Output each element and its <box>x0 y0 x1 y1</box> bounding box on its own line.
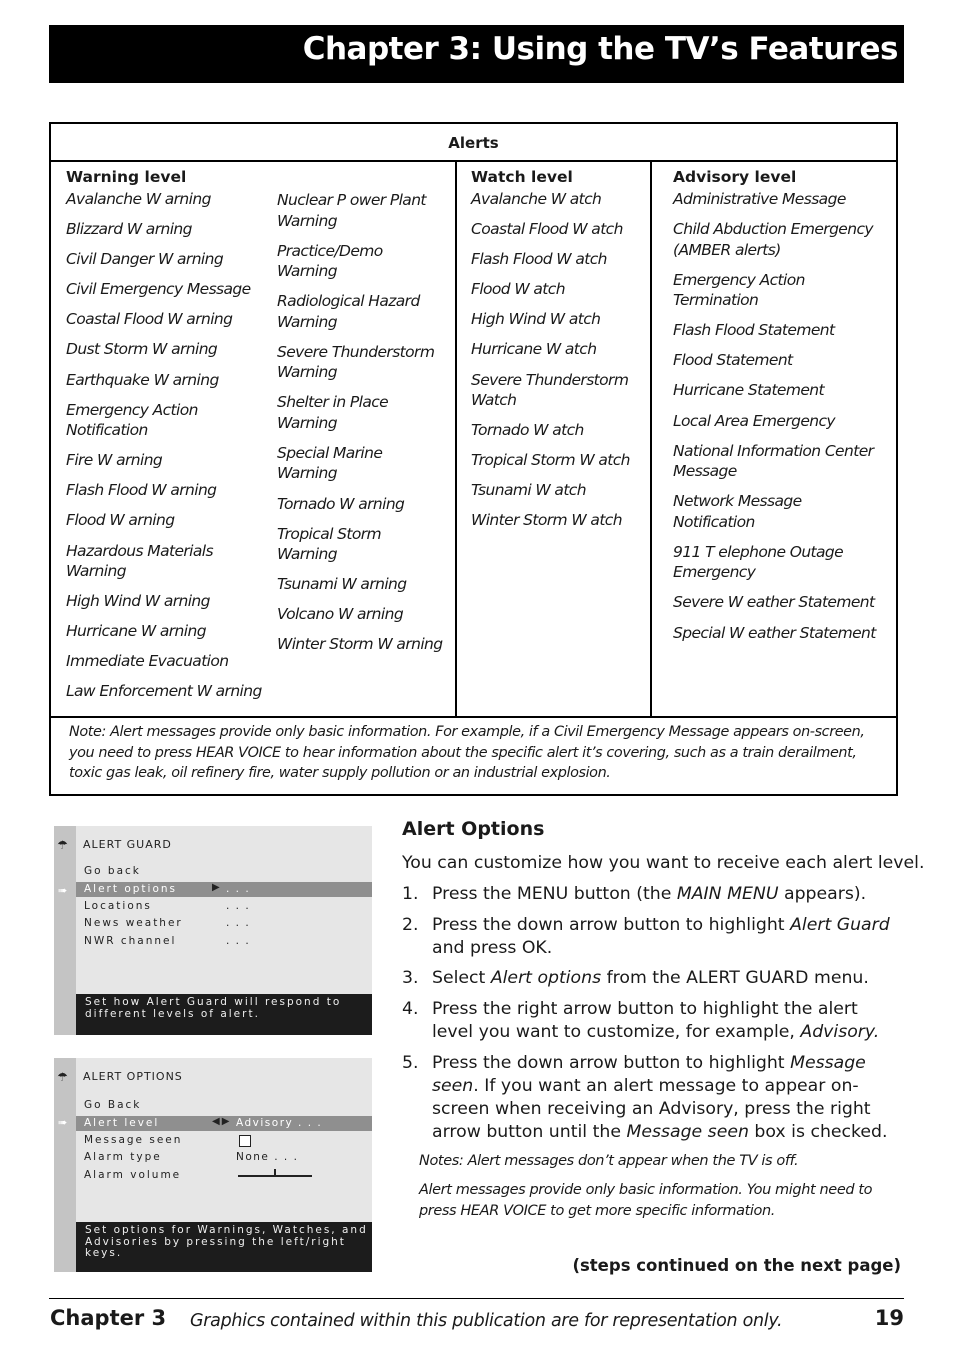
menu-item-label: Locations <box>84 900 152 912</box>
menu-item-label: Alarm type <box>84 1151 162 1163</box>
step-number: 5. <box>402 1053 419 1073</box>
menu-item-go-back[interactable] <box>76 864 372 879</box>
step-text: Press the MENU button (the MAIN MENU appears). <box>432 884 867 904</box>
alert-type-item: 911 T elephone Outage Emergency <box>673 542 844 582</box>
menu-item-alert-level[interactable] <box>76 1116 372 1131</box>
alert-guard-icon: ☂ <box>57 1070 68 1084</box>
left-right-arrows-icon: ◀▶ <box>212 1116 232 1127</box>
right-arrow-icon: ➠ <box>58 884 68 897</box>
alert-type-item: Flash Flood Statement <box>673 321 835 340</box>
alert-type-item: Practice/Demo Warning <box>277 241 383 281</box>
alert-type-item: Tornado W atch <box>471 421 584 440</box>
menu-item-value: Advisory . . . <box>236 1117 323 1129</box>
step-text: Select Alert options from the ALERT GUARD menu. <box>432 968 869 988</box>
menu-item-alarm-type[interactable] <box>76 1150 372 1165</box>
advisory-level-heading: Advisory level <box>673 168 797 186</box>
alert-type-item: Flood W atch <box>471 280 565 299</box>
alert-type-item: Immediate Evacuation <box>66 652 229 671</box>
alert-guard-screen <box>54 826 372 1035</box>
step-number: 2. <box>402 915 419 935</box>
alert-type-item: High Wind W arning <box>66 592 210 611</box>
step-number: 3. <box>402 968 419 988</box>
alert-type-item: Emergency Action Notification <box>66 400 198 440</box>
alert-type-item: Civil Emergency Message <box>66 280 251 299</box>
screen-hint: Set options for Warnings, Watches, and Advisories by pressing the left/right keys. <box>76 1222 372 1272</box>
note-basic-info: Alert messages provide only basic information. You might need to press HEAR VOICE to get more specific information. <box>419 1182 873 1219</box>
right-arrow-icon: ➠ <box>58 1116 68 1129</box>
alert-type-item: Hurricane W atch <box>471 340 597 359</box>
alert-type-item: Tornado W arning <box>277 494 405 513</box>
alerts-note: Note: Alert messages provide only basic information. For example, if a Civil Emergency Message appears on-screen, you need to press HEAR VOICE to hear information about the specific alert it’s covering, such as a train derailment, toxic gas leak, oil refinery fire, water supply pollution or an industrial explosion. <box>69 724 865 781</box>
alert-type-item: Tsunami W atch <box>471 481 586 500</box>
screen-sidebar <box>54 826 76 1035</box>
menu-item-label: Alert options <box>84 883 178 895</box>
alerts-table-title: Alerts <box>51 124 896 162</box>
menu-item-nwr-channel[interactable] <box>76 934 372 949</box>
alert-type-item: Flood W arning <box>66 511 175 530</box>
advisory-column <box>673 162 893 653</box>
screen-hint: Set how Alert Guard will respond to different levels of alert. <box>76 994 372 1035</box>
alert-type-item: Special Marine Warning <box>277 443 383 483</box>
alert-type-item: Avalanche W arning <box>66 190 211 208</box>
menu-item-go-back[interactable] <box>76 1098 372 1113</box>
alert-type-item: Earthquake W arning <box>66 370 219 389</box>
page-number: 19 <box>874 1306 904 1330</box>
menu-item-value: . . . <box>226 917 251 929</box>
alert-type-item: Administrative Message <box>673 190 846 208</box>
screen-sidebar <box>54 1058 76 1272</box>
alert-type-item: Hurricane W arning <box>66 622 206 641</box>
alert-type-item: High Wind W atch <box>471 310 601 329</box>
alert-type-item: Flash Flood W atch <box>471 250 607 269</box>
menu-item-label: Alarm volume <box>84 1169 182 1181</box>
alert-type-item: Special W eather Statement <box>673 623 876 642</box>
alert-type-item: Emergency Action Termination <box>673 270 805 310</box>
column-divider <box>650 162 652 716</box>
alert-type-item: Severe Thunderstorm Watch <box>471 370 629 410</box>
column-divider <box>455 162 457 716</box>
watch-column <box>471 162 646 541</box>
menu-item-label: Go Back <box>84 1099 142 1111</box>
menu-item-value: . . . <box>226 935 251 947</box>
menu-item-locations[interactable] <box>76 899 372 914</box>
alert-type-item: Network Message Notification <box>673 492 802 531</box>
menu-item-label: Alert level <box>84 1117 160 1129</box>
alert-type-item: Severe Thunderstorm Warning <box>277 342 435 382</box>
footer-rule <box>49 1298 904 1299</box>
alert-type-item: Tropical Storm Warning <box>277 524 381 564</box>
alert-type-item: Tropical Storm W atch <box>471 451 630 470</box>
message-seen-checkbox[interactable] <box>239 1135 251 1147</box>
alert-type-item: Volcano W arning <box>277 605 404 624</box>
chapter-title: Chapter 3: Using the TV’s Features <box>302 31 898 67</box>
alert-type-item: Law Enforcement W arning <box>66 682 262 701</box>
alert-type-item: Coastal Flood W arning <box>66 310 233 329</box>
alert-type-item: Nuclear P ower Plant Warning <box>277 191 426 230</box>
continued-note: (steps continued on the next page) <box>572 1256 901 1275</box>
alert-type-item: Flash Flood W arning <box>66 481 217 500</box>
menu-item-alarm-volume[interactable] <box>76 1168 372 1183</box>
screen-title: ALERT GUARD <box>83 838 172 851</box>
menu-item-label: Message seen <box>84 1134 183 1146</box>
alert-options-screen <box>54 1058 372 1272</box>
menu-item-alert-options[interactable] <box>76 882 372 897</box>
screen-title: ALERT OPTIONS <box>83 1070 183 1083</box>
warning-column-2 <box>277 190 449 665</box>
menu-item-value: None . . . <box>236 1151 299 1163</box>
menu-item-news-weather[interactable] <box>76 916 372 931</box>
warning-level-heading: Warning level <box>66 168 187 186</box>
step-text: Press the down arrow button to highlight Message seen. If you want an alert message to appear on-screen when receiving an Advisory, press the right arrow button until the Message seen box is checked. <box>432 1053 888 1142</box>
alert-type-item: Hazardous Materials Warning <box>66 541 213 581</box>
alert-type-item: Dust Storm W arning <box>66 340 218 359</box>
menu-item-label: NWR channel <box>84 935 177 947</box>
menu-item-label: Go back <box>84 865 141 877</box>
intro-text: You can customize how you want to receive each alert level. <box>402 853 925 873</box>
alert-type-item: Child Abduction Emergency (AMBER alerts) <box>673 220 873 259</box>
watch-level-heading: Watch level <box>471 168 573 186</box>
alert-type-item: Fire W arning <box>66 451 163 470</box>
play-arrow-icon: ▶ <box>212 882 222 893</box>
alert-type-item: Coastal Flood W atch <box>471 220 623 239</box>
footer-disclaimer: Graphics contained within this publication are for representation only. <box>190 1311 783 1331</box>
chapter-header-bar <box>49 25 904 83</box>
alert-guard-icon: ☂ <box>57 838 68 852</box>
alerts-table <box>49 122 898 796</box>
menu-item-value: . . . <box>226 900 251 912</box>
footer-chapter: Chapter 3 <box>50 1306 167 1330</box>
step-number: 1. <box>402 884 419 904</box>
slider-thumb[interactable] <box>274 1169 276 1177</box>
menu-item-value: . . . <box>226 883 251 895</box>
step-text: Press the down arrow button to highlight Alert Guard and press OK. <box>432 915 890 958</box>
alert-type-item: Avalanche W atch <box>471 190 602 208</box>
alert-type-item: Hurricane Statement <box>673 381 825 400</box>
menu-item-label: News weather <box>84 917 183 929</box>
alert-type-item: Shelter in Place Warning <box>277 393 389 432</box>
step-number: 4. <box>402 999 419 1019</box>
alert-type-item: Local Area Emergency <box>673 411 836 430</box>
alert-type-item: Radiological Hazard Warning <box>277 292 420 331</box>
step-text: Press the right arrow button to highlight the alert level you want to customize, for example, Advisory. <box>432 999 880 1042</box>
menu-item-message-seen[interactable] <box>76 1133 372 1148</box>
alert-type-item: National Information Center Message <box>673 441 874 481</box>
note-tv-off: Notes: Alert messages don’t appear when the TV is off. <box>419 1153 799 1169</box>
alert-type-item: Severe W eather Statement <box>673 593 875 612</box>
warning-column-1 <box>66 162 266 712</box>
alert-type-item: Winter Storm W arning <box>277 635 443 654</box>
alert-type-item: Winter Storm W atch <box>471 511 622 530</box>
alert-type-item: Blizzard W arning <box>66 220 192 239</box>
section-title: Alert Options <box>402 818 545 840</box>
table-divider <box>51 716 896 718</box>
alert-type-item: Tsunami W arning <box>277 575 407 594</box>
alert-type-item: Flood Statement <box>673 351 793 370</box>
alert-type-item: Civil Danger W arning <box>66 250 224 269</box>
